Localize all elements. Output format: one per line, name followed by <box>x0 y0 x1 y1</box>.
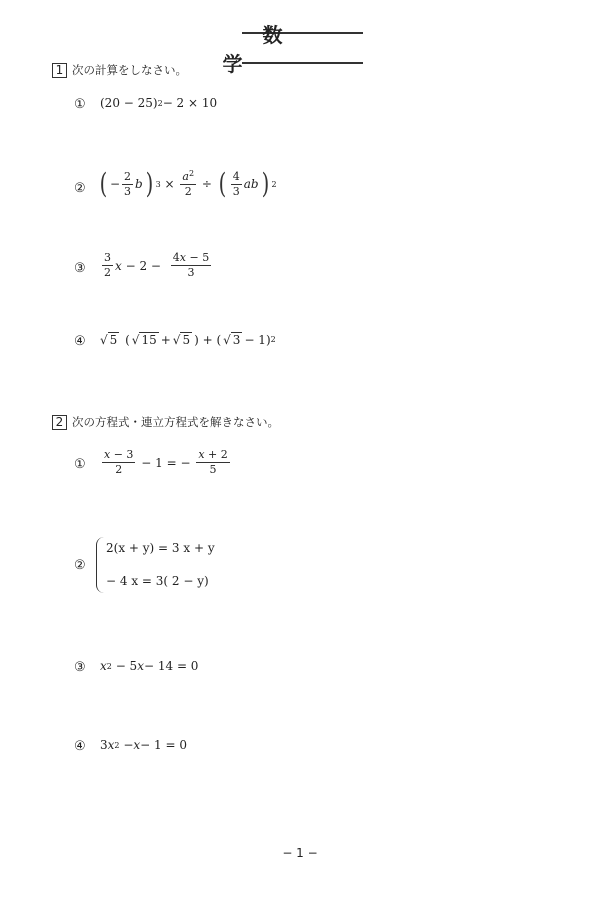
problem-2-1-label: ① <box>74 457 86 472</box>
problem-2-2-label: ② <box>74 558 86 573</box>
problem-2-4-expression: 3 x 2 − x − 1 = 0 <box>100 738 187 752</box>
page-title: 数 学 <box>222 23 383 76</box>
problem-1-1-expression <box>100 96 217 110</box>
p11-base: (20 − 25) <box>100 96 158 110</box>
section-1-number: 1 <box>52 63 67 78</box>
problem-1-2-label: ② <box>74 181 86 196</box>
system-brace <box>96 537 105 593</box>
problem-2-3-expression: x 2 − 5 x − 14 = 0 <box>100 659 199 673</box>
problem-1-4-expression: √ 5 ( √ 15 + √ 5 ) + ( √ 3 − 1) 2 <box>100 332 276 348</box>
problem-1-3-label: ③ <box>74 261 86 276</box>
problem-2-2-equation-2: − 4 x = 3( 2 − y) <box>106 574 209 588</box>
problem-1-3-expression: $\frac{3}{2}$ x − 2 − $\frac{4x - 5}{3}$ <box>104 251 210 280</box>
section-1-instruction: 次の計算をしなさい。 <box>72 63 187 77</box>
p11-exp: 2 <box>157 98 163 108</box>
problem-2-2-equation-1: 2(x + y) = 3 x + y <box>106 541 215 555</box>
page-number: − 1 − <box>282 846 318 860</box>
section-2-number: 2 <box>52 415 67 430</box>
problem-2-1-expression: $\frac{x - 3}{2}$ − 1 = − $\frac{x + 2}{5}$ <box>104 448 228 477</box>
section-2-instruction: 次の方程式・連立方程式を解きなさい。 <box>72 415 279 429</box>
problem-1-1-label: ① <box>74 97 86 112</box>
problem-1-4-label: ④ <box>74 334 86 349</box>
problem-2-3-label: ③ <box>74 660 86 675</box>
p11-tail: − 2 × 10 <box>162 96 218 110</box>
section-1-header <box>52 62 187 78</box>
problem-2-4-label: ④ <box>74 739 86 754</box>
problem-1-2-expression: ( − $\frac{2}{3}$ b ) 3 × $\frac{a^2}{2}$ ÷ ( $\frac{4}{3}$ ab ) 2 <box>99 167 277 201</box>
section-2-header <box>52 414 279 430</box>
